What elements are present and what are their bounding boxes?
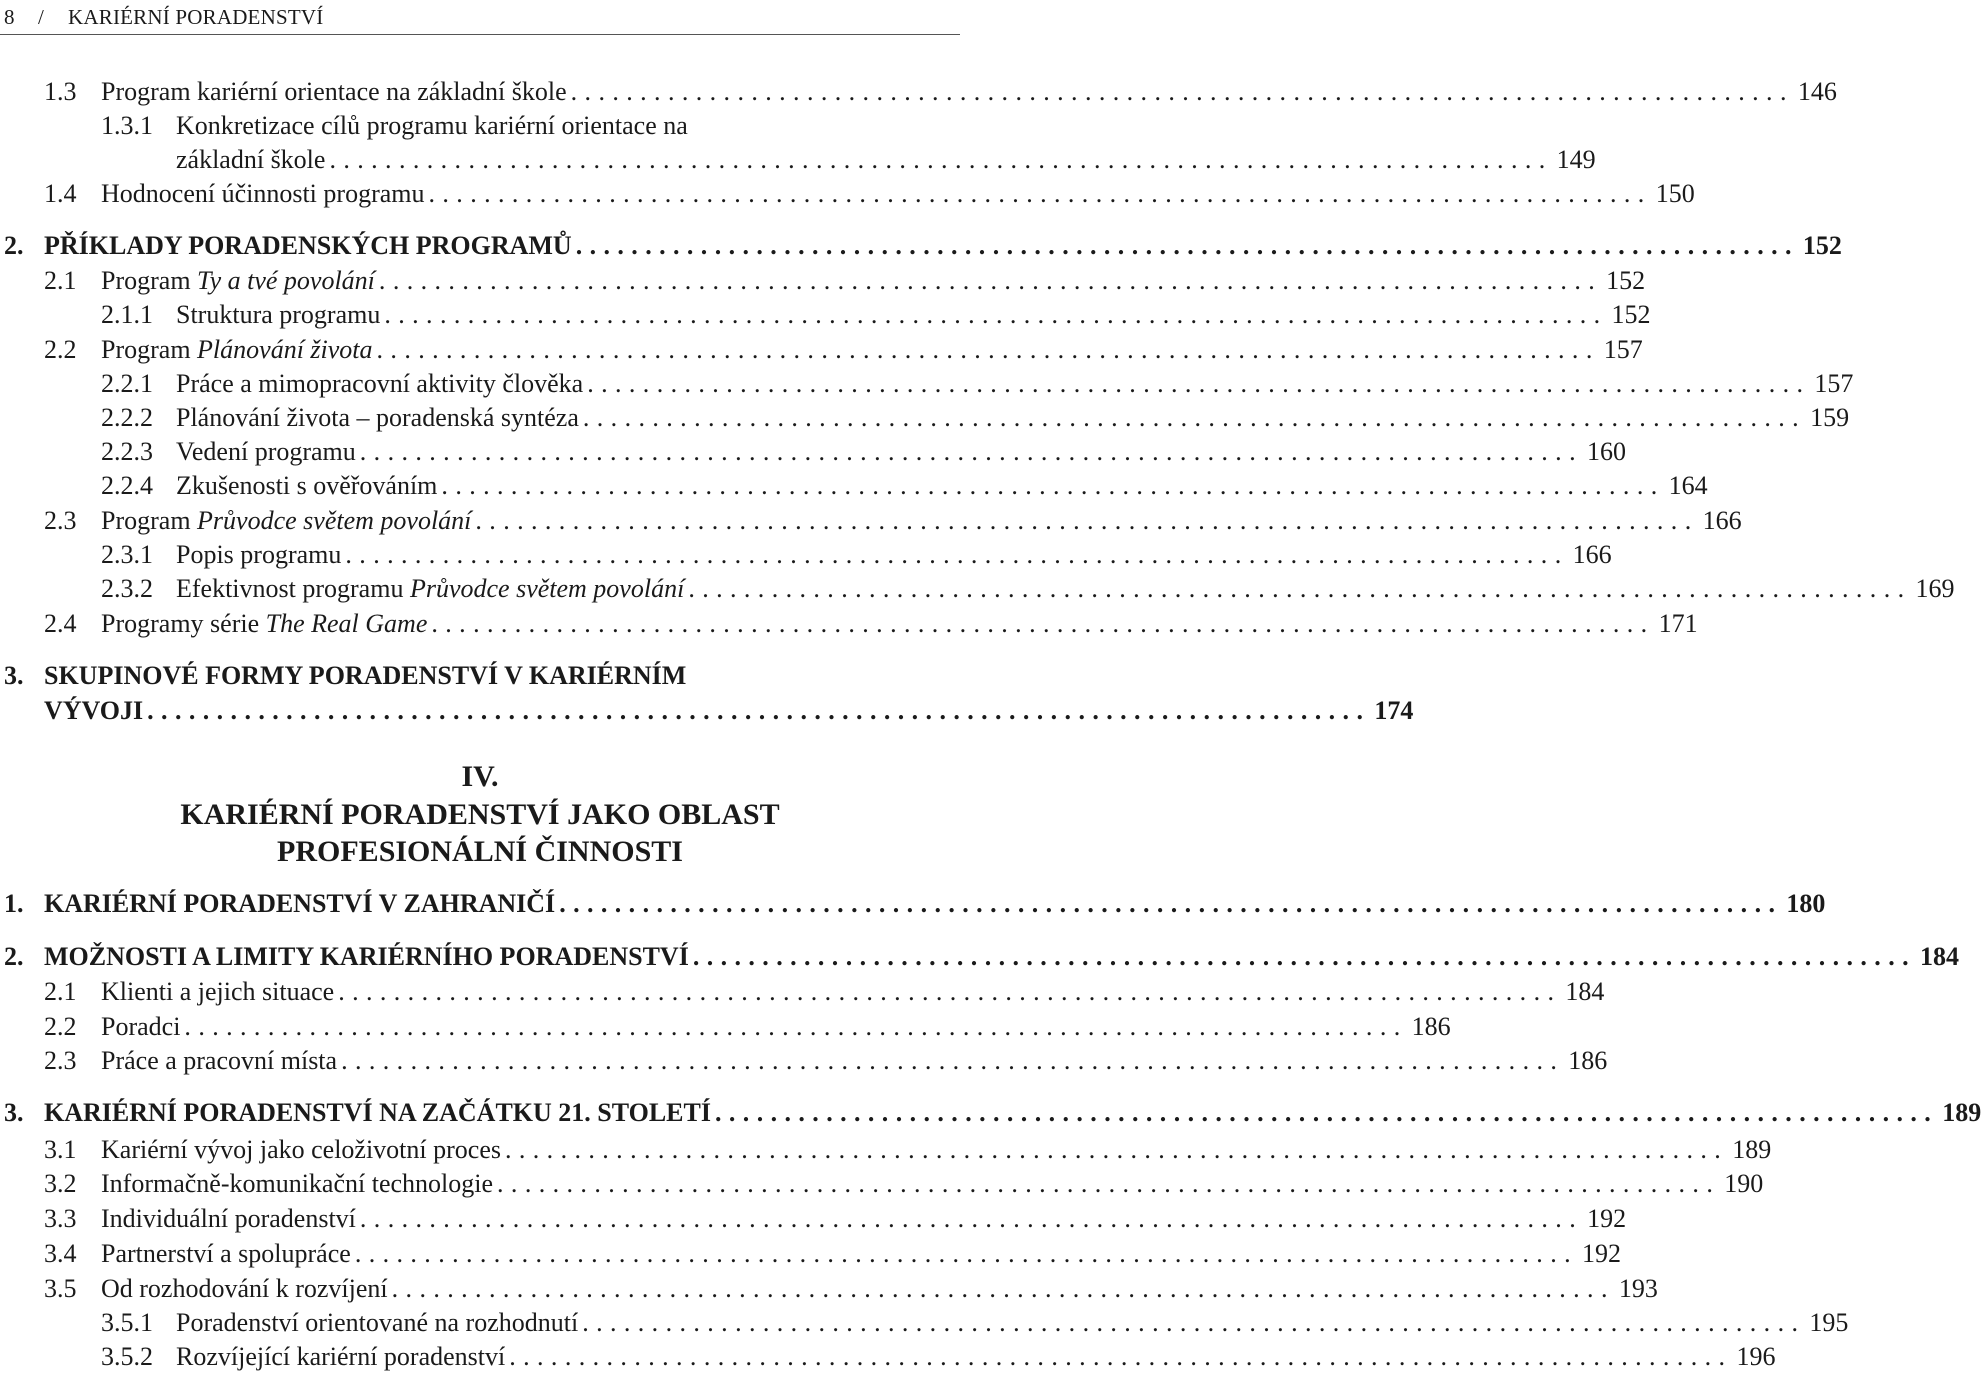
toc-leader: ........................................................................................ bbox=[359, 437, 1583, 466]
toc-number: 3.4 bbox=[44, 1239, 77, 1268]
toc-entry bbox=[0, 539, 1612, 571]
toc-number: 2.1 bbox=[44, 266, 77, 295]
part-title-line-2: PROFESIONÁLNÍ ČINNOSTI bbox=[277, 835, 683, 868]
toc-title: Program Ty a tvé povolání bbox=[101, 266, 375, 295]
toc-title: Program kariérní orientace na základní škole bbox=[101, 77, 567, 106]
toc-leader: ........................................................................................ bbox=[582, 403, 1807, 432]
toc-entry bbox=[0, 470, 1708, 502]
toc-entry bbox=[0, 1273, 1658, 1305]
toc-entry bbox=[0, 1134, 1772, 1166]
toc-entry bbox=[0, 402, 1850, 434]
toc-number: 2.3.2 bbox=[101, 574, 153, 603]
toc-entry bbox=[0, 1045, 1608, 1077]
toc-page: 192 bbox=[1582, 1239, 1622, 1268]
toc-entry bbox=[0, 436, 1626, 468]
toc-number: 2. bbox=[4, 942, 24, 971]
toc-leader: ........................................................................................ bbox=[359, 1204, 1584, 1233]
toc-leader: ........................................................................................ bbox=[428, 179, 1652, 208]
toc-number: 3. bbox=[4, 661, 24, 690]
toc-leader: ........................................................................................ bbox=[504, 1135, 1729, 1164]
toc-page: 164 bbox=[1668, 471, 1708, 500]
toc-page: 189 bbox=[1732, 1135, 1772, 1164]
toc-title: KARIÉRNÍ PORADENSTVÍ NA ZAČÁTKU 21. STOLETÍ bbox=[44, 1098, 711, 1127]
toc-leader: ........................................................................................ bbox=[329, 145, 1553, 174]
toc-number: 1.3 bbox=[44, 77, 77, 106]
toc-number: 3.5.1 bbox=[101, 1308, 153, 1337]
part-title-line-1: KARIÉRNÍ PORADENSTVÍ JAKO OBLAST bbox=[180, 798, 780, 831]
toc-title: Programy série The Real Game bbox=[101, 609, 428, 638]
toc-number: 3.5.2 bbox=[101, 1342, 153, 1371]
toc-number: 2.1.1 bbox=[101, 300, 153, 329]
toc-entry bbox=[0, 1203, 1627, 1235]
toc-number: 3.5 bbox=[44, 1274, 77, 1303]
toc-title: Práce a pracovní místa bbox=[101, 1046, 338, 1075]
toc-title: základní škole bbox=[176, 145, 326, 174]
toc-page: 166 bbox=[1572, 540, 1612, 569]
toc-number: 2.1 bbox=[44, 977, 77, 1006]
toc-page: 184 bbox=[1565, 977, 1605, 1006]
toc-page: 171 bbox=[1658, 609, 1698, 638]
toc-entry bbox=[0, 573, 1955, 605]
toc-title: PŘÍKLADY PORADENSKÝCH PROGRAMŮ bbox=[44, 231, 572, 260]
toc-leader: ........................................................................................ bbox=[715, 1098, 1939, 1127]
toc-entry bbox=[0, 334, 1643, 366]
toc-page: 186 bbox=[1568, 1046, 1608, 1075]
toc-page: 149 bbox=[1556, 145, 1596, 174]
toc-entry bbox=[0, 1238, 1622, 1270]
toc-leader: ........................................................................................ bbox=[587, 369, 1811, 398]
toc-title: SKUPINOVÉ FORMY PORADENSTVÍ V KARIÉRNÍM bbox=[44, 661, 687, 690]
toc-entry bbox=[0, 1168, 1764, 1200]
toc-entry bbox=[0, 976, 1605, 1008]
toc-title: Poradenství orientované na rozhodnutí bbox=[176, 1308, 579, 1337]
toc-number: 1.4 bbox=[44, 179, 77, 208]
toc-entry bbox=[0, 299, 1651, 331]
toc-title: Rozvíjející kariérní poradenství bbox=[176, 1342, 506, 1371]
toc-number: 2.2.3 bbox=[101, 437, 153, 466]
toc-page: 192 bbox=[1587, 1204, 1627, 1233]
toc-number: 2.2.2 bbox=[101, 403, 153, 432]
toc-leader: ........................................................................................ bbox=[431, 609, 1655, 638]
running-header bbox=[0, 0, 960, 35]
toc-entry bbox=[0, 265, 1646, 297]
toc-chapter bbox=[0, 230, 1842, 262]
toc-title: Zkušenosti s ověřováním bbox=[176, 471, 438, 500]
header-separator: / bbox=[38, 5, 44, 29]
toc-page: 184 bbox=[1920, 942, 1960, 971]
toc-leader: ........................................................................................ bbox=[384, 300, 1608, 329]
toc-leader: ........................................................................................ bbox=[391, 1274, 1615, 1303]
toc-number: 2.2 bbox=[44, 335, 77, 364]
toc-entry bbox=[0, 178, 1695, 210]
toc-number: 3.2 bbox=[44, 1169, 77, 1198]
toc-leader: ........................................................................................ bbox=[582, 1308, 1806, 1337]
part-roman-numeral: IV. bbox=[461, 760, 499, 793]
toc-entry bbox=[0, 505, 1742, 537]
toc-leader: ........................................................................................ bbox=[575, 231, 1799, 260]
toc-chapter bbox=[0, 941, 1960, 973]
toc-chapter bbox=[0, 695, 1414, 727]
toc-number: 1. bbox=[4, 889, 24, 918]
toc-leader: ........................................................................................ bbox=[354, 1239, 1579, 1268]
toc-page: 152 bbox=[1611, 300, 1651, 329]
toc-number: 2.3 bbox=[44, 506, 77, 535]
toc-number: 2.3 bbox=[44, 1046, 77, 1075]
toc-page: 180 bbox=[1786, 889, 1826, 918]
toc-leader: ........................................................................................ bbox=[688, 574, 1912, 603]
toc-title: Informačně-komunikační technologie bbox=[101, 1169, 494, 1198]
toc-number: 2.2.4 bbox=[101, 471, 153, 500]
toc-leader: ........................................................................................ bbox=[441, 471, 1665, 500]
toc-chapter-wrap bbox=[4, 660, 686, 692]
toc-title: Struktura programu bbox=[176, 300, 381, 329]
toc-chapter bbox=[0, 1097, 1981, 1129]
toc-leader: ........................................................................................ bbox=[559, 889, 1783, 918]
toc-leader: ........................................................................................ bbox=[338, 977, 1562, 1006]
toc-title: MOŽNOSTI A LIMITY KARIÉRNÍHO PORADENSTVÍ bbox=[44, 942, 689, 971]
toc-leader: ........................................................................................ bbox=[475, 506, 1699, 535]
toc-leader: ........................................................................................ bbox=[341, 1046, 1565, 1075]
toc-chapter bbox=[0, 888, 1826, 920]
toc-title: Klienti a jejich situace bbox=[101, 977, 335, 1006]
toc-title: Vedení programu bbox=[176, 437, 356, 466]
toc-page: 174 bbox=[1374, 696, 1414, 725]
toc-title: Práce a mimopracovní aktivity člověka bbox=[176, 369, 584, 398]
toc-number: 3.1 bbox=[44, 1135, 77, 1164]
toc-title: Program Plánování života bbox=[101, 335, 373, 364]
toc-leader: ........................................................................................ bbox=[345, 540, 1569, 569]
toc-title: Plánování života – poradenská syntéza bbox=[176, 403, 579, 432]
toc-title: VÝVOJI bbox=[44, 696, 144, 725]
toc-title: Individuální poradenství bbox=[101, 1204, 356, 1233]
toc-entry bbox=[0, 368, 1854, 400]
toc-page: 190 bbox=[1724, 1169, 1764, 1198]
toc-title: Efektivnost programu Průvodce světem povolání bbox=[176, 574, 685, 603]
toc-page: 157 bbox=[1814, 369, 1854, 398]
toc-leader: ........................................................................................ bbox=[570, 77, 1794, 106]
toc-page: 150 bbox=[1655, 179, 1695, 208]
toc-page: 169 bbox=[1915, 574, 1955, 603]
toc-entry-wrap bbox=[101, 110, 688, 142]
page-number: 8 bbox=[4, 5, 15, 29]
toc-page: 189 bbox=[1942, 1098, 1981, 1127]
toc-leader: ........................................................................................ bbox=[376, 335, 1600, 364]
toc-page: 193 bbox=[1618, 1274, 1658, 1303]
toc-number: 2.2.1 bbox=[101, 369, 153, 398]
toc-page: 152 bbox=[1802, 231, 1842, 260]
toc-number: 2. bbox=[4, 231, 24, 260]
toc-leader: ........................................................................................ bbox=[509, 1342, 1733, 1371]
toc-title: Kariérní vývoj jako celoživotní proces bbox=[101, 1135, 501, 1164]
toc-title: Hodnocení účinnosti programu bbox=[101, 179, 425, 208]
toc-number: 2.2 bbox=[44, 1012, 77, 1041]
toc-number: 1.3.1 bbox=[101, 111, 153, 140]
toc-page: 166 bbox=[1702, 506, 1742, 535]
toc-leader: ........................................................................................ bbox=[378, 266, 1603, 295]
toc-entry bbox=[0, 608, 1698, 640]
toc-entry bbox=[0, 1307, 1849, 1339]
toc-number: 2.4 bbox=[44, 609, 77, 638]
toc-entry bbox=[0, 76, 1837, 108]
toc-entry bbox=[0, 1341, 1776, 1373]
toc-entry bbox=[0, 144, 1596, 176]
toc-page: 157 bbox=[1603, 335, 1643, 364]
toc-page: 186 bbox=[1411, 1012, 1451, 1041]
toc-leader: ........................................................................................ bbox=[692, 942, 1917, 971]
toc-page: 152 bbox=[1606, 266, 1646, 295]
toc-number: 2.3.1 bbox=[101, 540, 153, 569]
toc-number: 3. bbox=[4, 1098, 24, 1127]
toc-title: Popis programu bbox=[176, 540, 342, 569]
toc-title: Konkretizace cílů programu kariérní orientace na bbox=[176, 111, 688, 140]
toc-title: KARIÉRNÍ PORADENSTVÍ V ZAHRANIČÍ bbox=[44, 889, 556, 918]
toc-entry bbox=[0, 1011, 1451, 1043]
running-title: KARIÉRNÍ PORADENSTVÍ bbox=[68, 5, 324, 29]
toc-leader: ........................................................................................ bbox=[184, 1012, 1408, 1041]
toc-number: 3.3 bbox=[44, 1204, 77, 1233]
toc-leader: ........................................................................................ bbox=[147, 696, 1371, 725]
toc-title: Program Průvodce světem povolání bbox=[101, 506, 472, 535]
toc-title: Partnerství a spolupráce bbox=[101, 1239, 351, 1268]
toc-leader: ........................................................................................ bbox=[497, 1169, 1721, 1198]
toc-page: 196 bbox=[1736, 1342, 1776, 1371]
toc-page: 160 bbox=[1586, 437, 1626, 466]
toc-page: 195 bbox=[1809, 1308, 1849, 1337]
toc-title: Od rozhodování k rozvíjení bbox=[101, 1274, 388, 1303]
toc-page: 146 bbox=[1797, 77, 1837, 106]
toc-title: Poradci bbox=[101, 1012, 181, 1041]
toc-page: 159 bbox=[1810, 403, 1850, 432]
